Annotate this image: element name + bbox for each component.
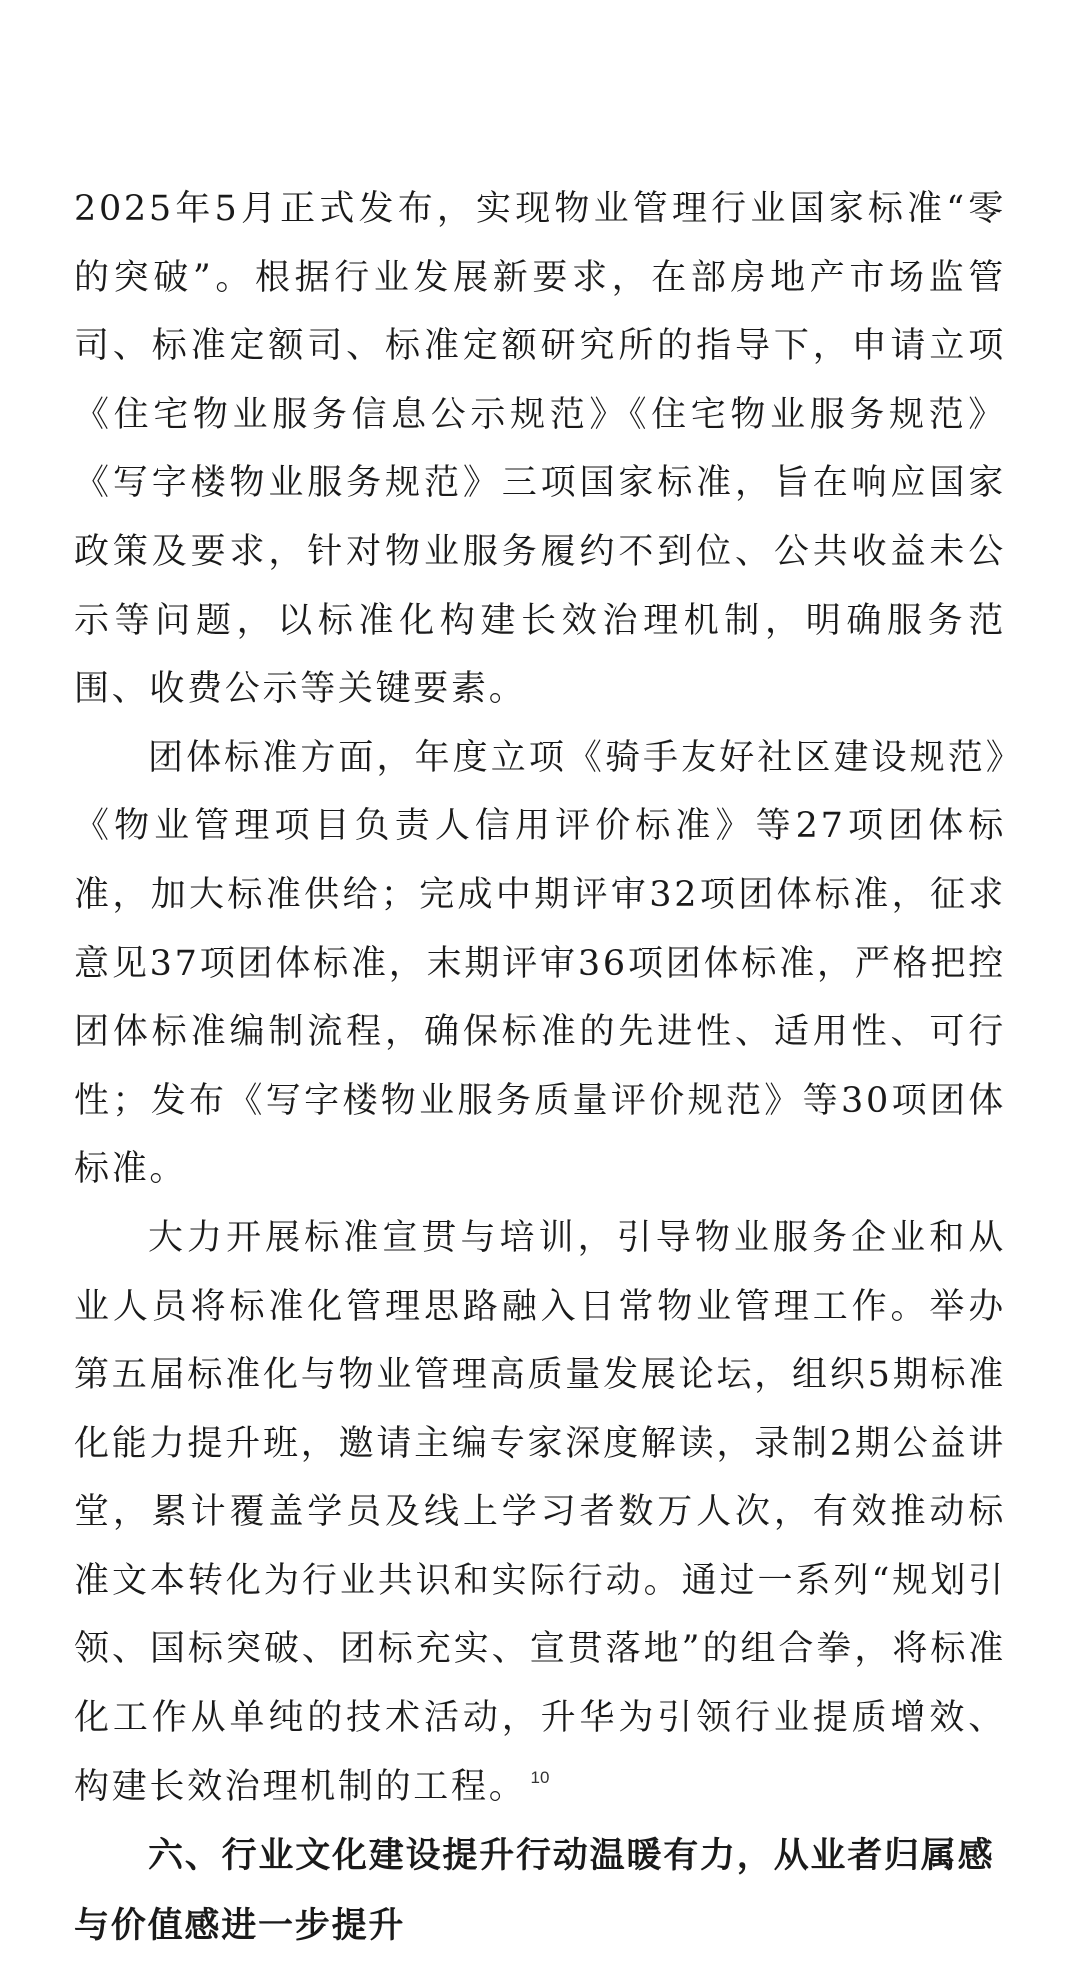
paragraph-standards-national: 2025年5月正式发布，实现物业管理行业国家标准“零的突破”。根据行业发展新要求，在部房地产市场监管司、标准定额司、标准定额研究所的指导下，申请立项《住宅物业服务信息公示规范》《住宅物业服务规范》《写字楼物业服务规范》三项国家标准，旨在响应国家政策及要求，针对物业服务履约不到位、公共收益未公示等问题，以标准化构建长效治理机制，明确服务范围、收费公示等关键要素。 xyxy=(74,189,1006,710)
paragraph-standards-group: 团体标准方面，年度立项《骑手友好社区建设规范》《物业管理项目负责人信用评价标准》等27项团体标准，加大标准供给；完成中期评审32项团体标准，征求意见37项团体标准，末期评审36项团体标准，严格把控团体标准编制流程，确保标准的先进性、适用性、可行性；发布《写字楼物业服务质量评价规范》等30项团体标准。 xyxy=(74,737,1006,1190)
section-heading-culture: 六、行业文化建设提升行动温暖有力，从业者归属感与价值感进一步提升 xyxy=(74,1836,995,1947)
document-body xyxy=(74,175,1006,1961)
page-number: 10 xyxy=(530,1768,550,1787)
paragraph-standards-training: 大力开展标准宣贯与培训，引导物业服务企业和从业人员将标准化管理思路融入日常物业管理工作。举办第五届标准化与物业管理高质量发展论坛，组织5期标准化能力提升班，邀请主编专家深度解读，录制2期公益讲堂，累计覆盖学员及线上学习者数万人次，有效推动标准文本转化为行业共识和实际行动。通过一系列“规划引领、国标突破、团标充实、宣贯落地”的组合拳，将标准化工作从单纯的技术活动，升华为引领行业提质增效、构建长效治理机制的工程。 xyxy=(74,1217,1006,1807)
